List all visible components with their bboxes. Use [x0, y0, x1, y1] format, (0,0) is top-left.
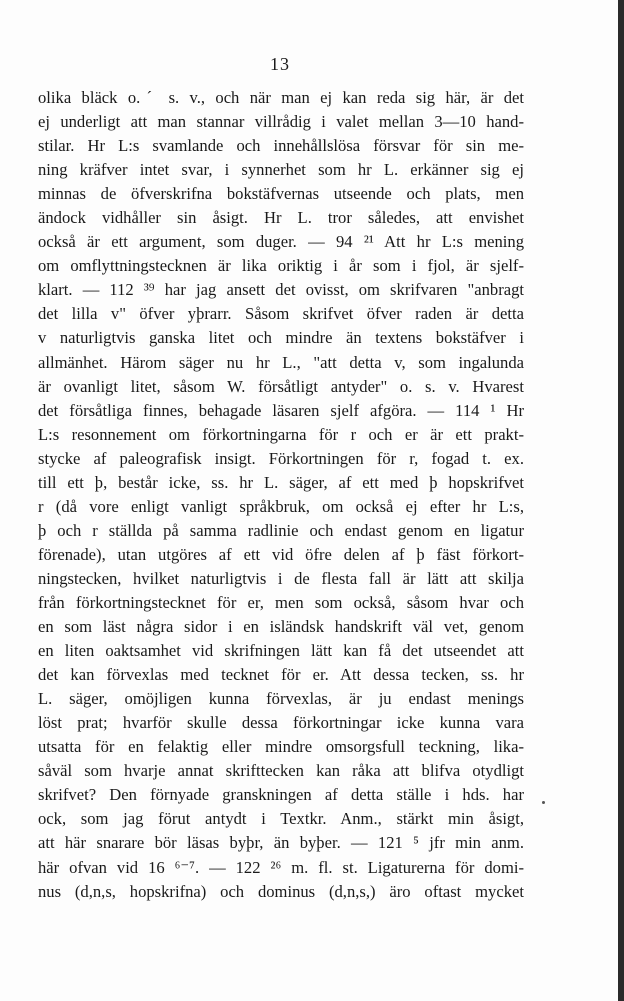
- text-line: förenade), utan utgöres af ett vid öfre delen af þ fäst förkort-: [38, 544, 524, 564]
- text-line: löst prat; hvarför skulle dessa förkortningar icke kunna vara: [38, 713, 524, 733]
- text-line: v naturligtvis ganska litet och mindre än textens bokstäfver i: [38, 328, 524, 348]
- ink-speck: [542, 801, 545, 804]
- text-line: ej underligt att man stannar villrådig i valet mellan 3—10 hand-: [38, 112, 524, 132]
- text-line: från förkortningstecknet för er, men som också, såsom hvar och: [38, 592, 524, 612]
- text-line: r (då vore enligt vanligt språkbruk, om också ej efter hr L:s,: [38, 496, 524, 516]
- page-edge-shadow: [618, 0, 624, 1001]
- text-line: L. säger, omöjligen kunna förvexlas, är ju endast menings: [38, 689, 524, 709]
- text-line: stilar. Hr L:s svamlande och innehållslösa försvar för sin me-: [38, 136, 524, 156]
- text-line: också är ett argument, som duger. — 94 ²¹ Att hr L:s mening: [38, 232, 524, 252]
- text-line: minnas de öfverskrifna bokstäfvernas utseende och plats, men: [38, 184, 524, 204]
- text-line: ock, som jag förut antydt i Textkr. Anm., stärkt min åsigt,: [38, 809, 524, 829]
- text-line: klart. — 112 ³⁹ har jag ansett det ovisst, om skrifvaren "anbragt: [38, 280, 524, 300]
- text-line: om omflyttningstecknen är lika oriktig i år som i fjol, är sjelf-: [38, 256, 524, 276]
- text-line: allmänhet. Härom säger nu hr L., "att detta v, som ingalunda: [38, 352, 524, 372]
- text-line: det försåtliga finnes, behagade läsaren sjelf afgöra. — 114 ¹ Hr: [38, 400, 524, 420]
- text-line: utsatta för en felaktig eller mindre omsorgsfull teckning, lika-: [38, 737, 524, 757]
- body-text: [38, 86, 524, 904]
- text-line: nus (d,n,s, hopskrifna) och dominus (d,n,s,) äro oftast mycket: [38, 881, 524, 901]
- text-line: det kan förvexlas med tecknet för er. Att dessa tecken, ss. hr: [38, 665, 524, 685]
- text-line: här ofvan vid 16 ⁶⁻⁷. — 122 ²⁶ m. fl. st. Ligaturerna för domi-: [38, 857, 524, 877]
- text-line: att här snarare bör läsas byþr, än byþer. — 121 ⁵ jfr min anm.: [38, 833, 524, 853]
- text-line: stycke af paleografisk insigt. Förkortningen för r, fogad t. ex.: [38, 448, 524, 468]
- text-line: ning kräfver intet svar, i synnerhet som hr L. erkänner sig ej: [38, 160, 524, 180]
- text-line: såväl som hvarje annat skrifttecken kan råka att blifva otydligt: [38, 761, 524, 781]
- page-number: 13: [270, 54, 290, 74]
- text-line: en liten oaktsamhet vid skrifningen lätt kan få det utseendet att: [38, 641, 524, 661]
- text-line: det lilla v" öfver yþrarr. Såsom skrifvet öfver raden är detta: [38, 304, 524, 324]
- text-line: en som läst några sidor i en isländsk handskrift väl vet, genom: [38, 617, 524, 637]
- text-line: ändock vidhåller sin åsigt. Hr L. tror således, att envishet: [38, 208, 524, 228]
- text-line: L:s resonnement om förkortningarna för r och er är ett prakt-: [38, 424, 524, 444]
- text-line: þ och r ställda på samma radlinie och endast genom en ligatur: [38, 520, 524, 540]
- text-line: ningstecken, hvilket naturligtvis i de flesta fall är lätt att skilja: [38, 568, 524, 588]
- text-line: skrifvet? Den förnyade granskningen af detta ställe i hds. har: [38, 785, 524, 805]
- text-line: är ovanligt litet, såsom W. försåtligt antyder" o. s. v. Hvarest: [38, 376, 524, 396]
- text-line: olika bläck o.ˊ s. v., och när man ej kan reda sig här, är det: [38, 88, 524, 107]
- text-line: till ett þ, består icke, ss. hr L. säger, af ett med þ hopskrifvet: [38, 472, 524, 492]
